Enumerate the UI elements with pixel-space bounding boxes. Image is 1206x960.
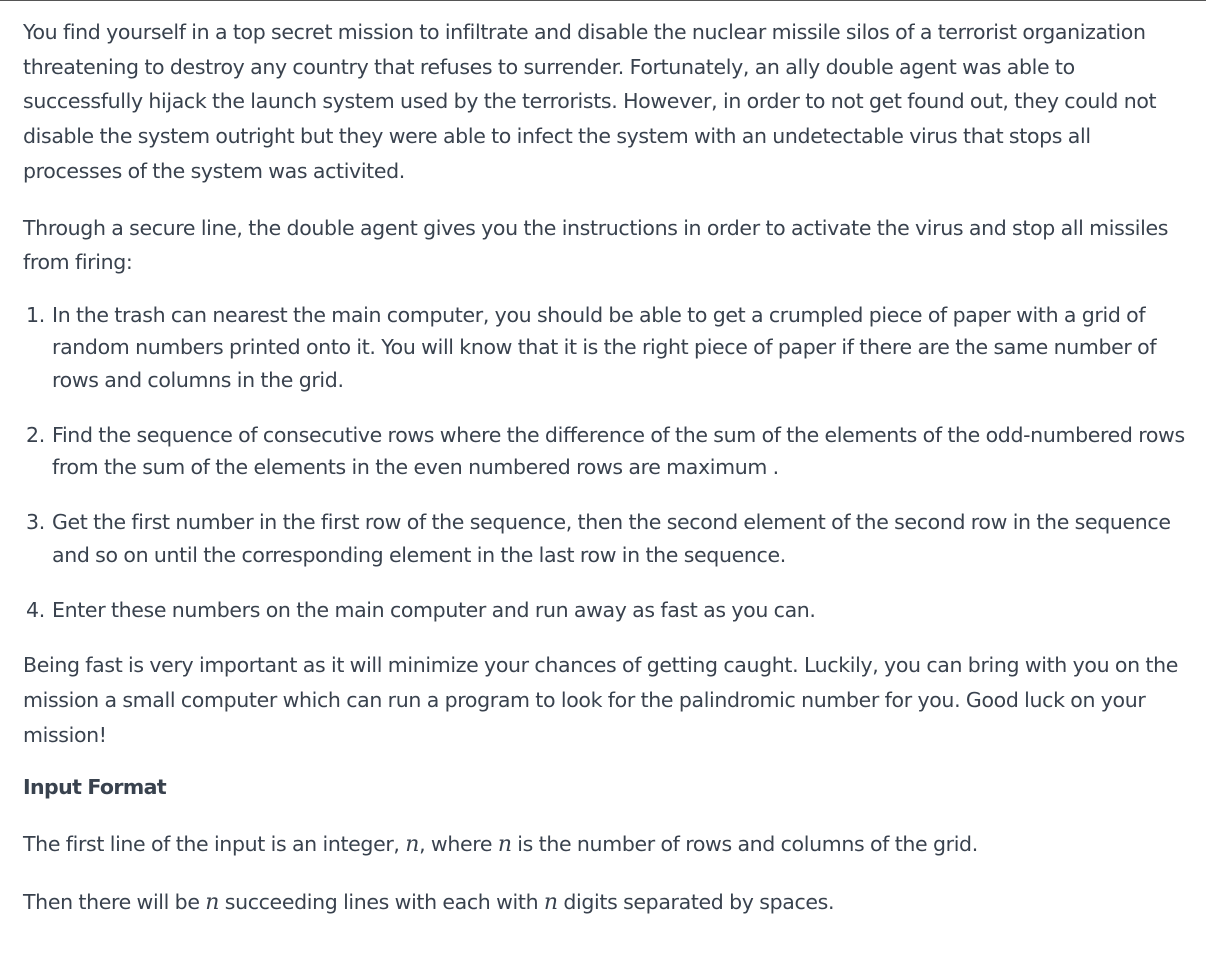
list-item-text: Enter these numbers on the main computer and run away as fast as you can. [52, 597, 816, 622]
text-segment: The first line of the input is an integer, [23, 832, 406, 857]
list-item-number: 3. [26, 510, 45, 535]
math-variable-n: n [205, 889, 220, 915]
list-item-text: Find the sequence of consecutive rows where the difference of the sum of the elements of the odd-numbered rows from the sum of the elements in the even numbered rows are maximum . [52, 422, 1185, 480]
closing-paragraph: Being fast is very important as it will minimize your chances of getting caught. Luckily, you can bring with you on the mission a small computer which can run a program to look for the palindromic number for you. Good luck on your mission! [23, 653, 1178, 747]
text-segment: is the number of rows and columns of the grid. [511, 832, 978, 857]
text-segment: digits separated by spaces. [557, 889, 835, 914]
problem-statement [23, 15, 1193, 921]
math-variable-n: n [497, 832, 512, 858]
math-variable-n: n [405, 832, 420, 858]
top-divider [0, 0, 1206, 1]
list-item-number: 1. [26, 302, 45, 327]
list-item-number: 4. [26, 597, 45, 622]
list-item [23, 594, 1193, 627]
input-format-line-1 [23, 827, 1193, 863]
intro-paragraph: You find yourself in a top secret mission to infiltrate and disable the nuclear missile silos of a terrorist organization threatening to destroy any country that refuses to surrender. Fortunately, an ally double agent was able to successfully hijack the launch system used by the terrorists. However, in order to not get found out, they could not disable the system outright but they were able to infect the system with an undetectable virus that stops all processes of the system was activited. [23, 20, 1157, 183]
list-item-text: In the trash can nearest the main computer, you should be able to get a crumpled piece of paper with a grid of random numbers printed onto it. You will know that it is the right piece of paper if there are the same number of rows and columns in the grid. [52, 302, 1157, 392]
list-item [23, 419, 1193, 484]
list-item [23, 299, 1193, 397]
input-format-heading: Input Format [23, 774, 167, 799]
instruction-list [23, 299, 1193, 627]
text-segment: Then there will be [23, 889, 206, 914]
instructions-intro: Through a secure line, the double agent gives you the instructions in order to activate the virus and stop all missiles from firing: [23, 215, 1169, 275]
text-segment: , where [419, 832, 498, 857]
input-format-line-2 [23, 885, 1193, 921]
list-item-text: Get the first number in the first row of the sequence, then the second element of the second row in the sequence and so on until the corresponding element in the last row in the sequence. [52, 510, 1171, 567]
list-item-number: 2. [26, 422, 45, 447]
text-segment: succeeding lines with each with [219, 889, 544, 914]
math-variable-n: n [543, 889, 558, 915]
list-item [23, 506, 1193, 571]
